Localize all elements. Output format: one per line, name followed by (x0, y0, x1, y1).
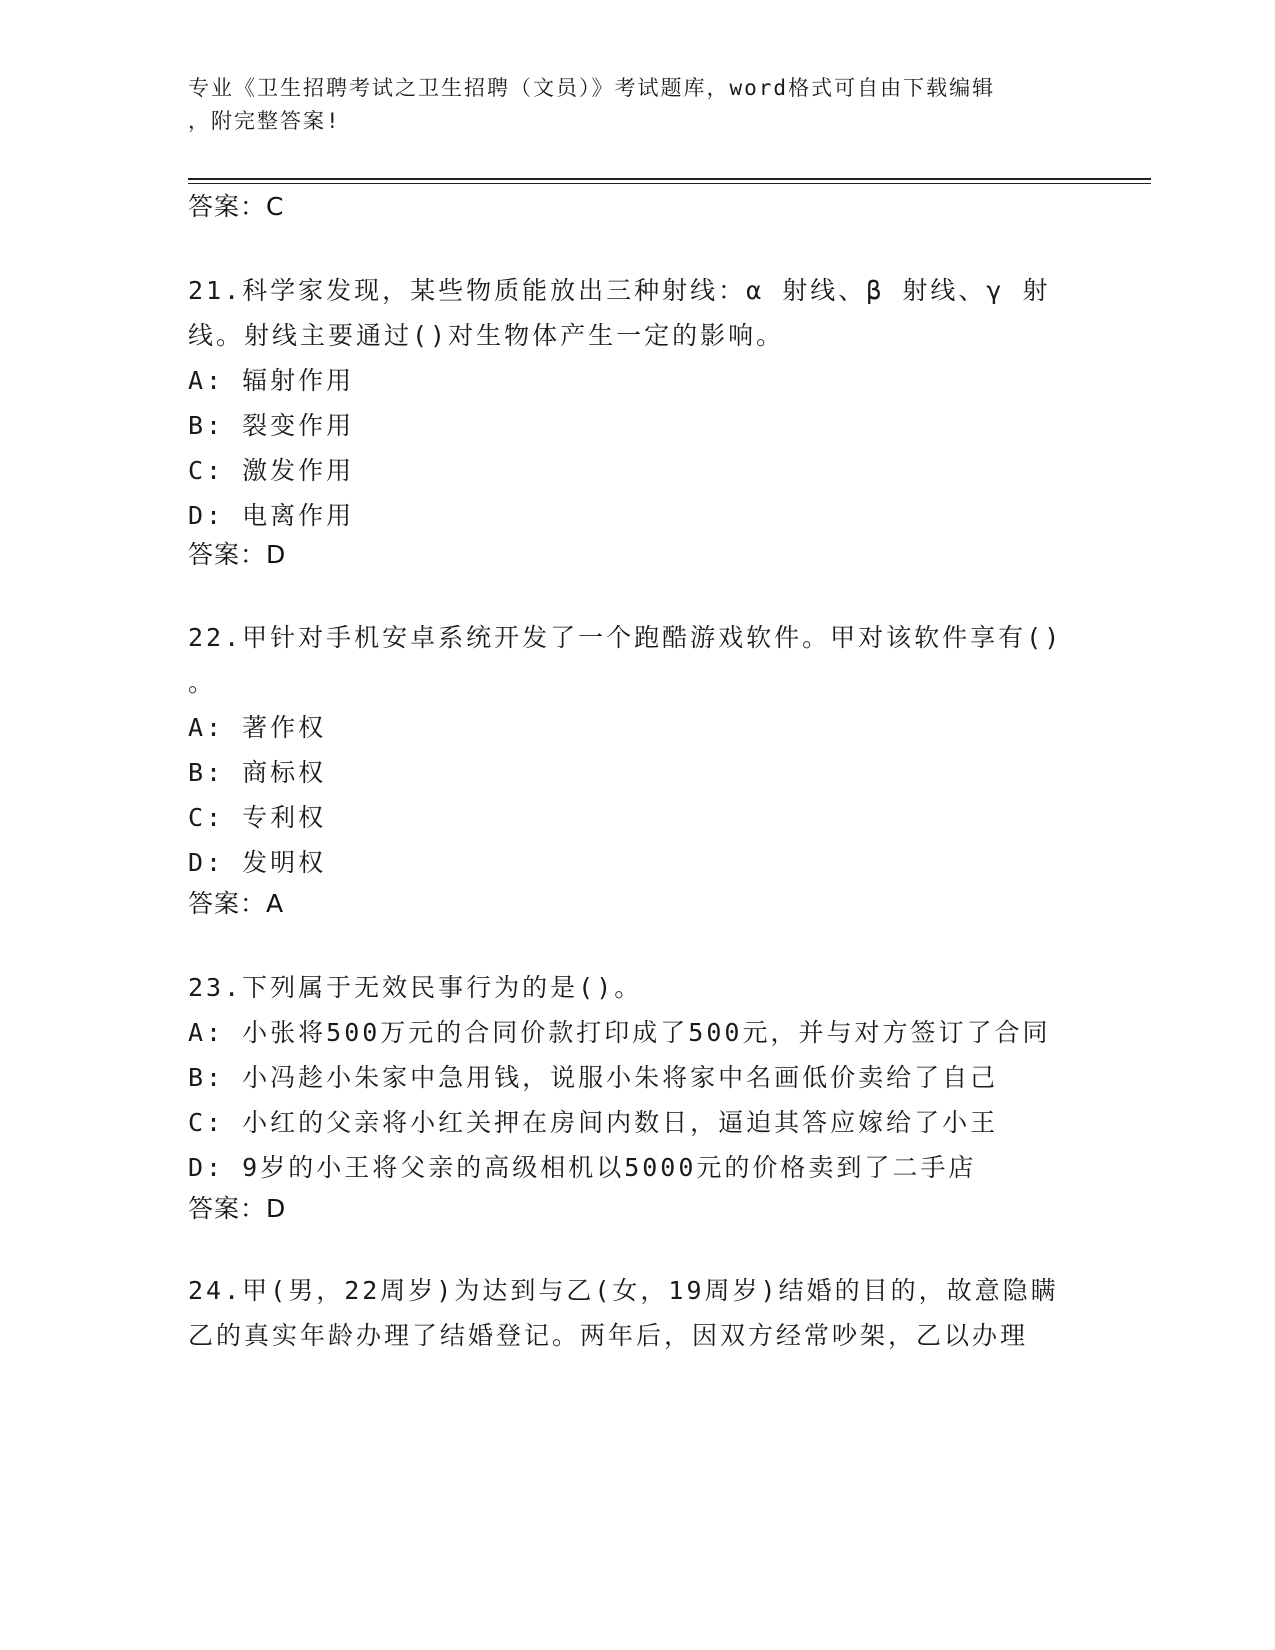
question-stem-line: 24.甲(男，22周岁)为达到与乙(女，19周岁)结婚的目的，故意隐瞒 (188, 1276, 1059, 1305)
option-a: A: 辐射作用 (188, 366, 355, 395)
option-d: D: 电离作用 (188, 501, 355, 530)
question-stem-line: 。 (188, 668, 217, 697)
header-rule-thick (188, 178, 1151, 180)
header-rule-thin (188, 183, 1151, 184)
option-a: A: 著作权 (188, 713, 327, 742)
option-c: C: 激发作用 (188, 456, 355, 485)
page-header (188, 72, 1068, 138)
question-stem-line: 线。射线主要通过()对生物体产生一定的影响。 (188, 321, 785, 350)
previous-answer: 答案：C (188, 192, 285, 221)
option-c: C: 专利权 (188, 803, 327, 832)
option-c: C: 小红的父亲将小红关押在房间内数日，逼迫其答应嫁给了小王 (188, 1108, 999, 1137)
question-stem-line: 22.甲针对手机安卓系统开发了一个跑酷游戏软件。甲对该软件享有() (188, 623, 1063, 652)
option-d: D: 9岁的小王将父亲的高级相机以5000元的价格卖到了二手店 (188, 1153, 977, 1182)
option-b: B: 裂变作用 (188, 411, 355, 440)
question-stem-line: 23.下列属于无效民事行为的是()。 (188, 973, 643, 1002)
question-23 (188, 965, 1088, 1190)
question-22 (188, 615, 1088, 885)
question-24 (188, 1268, 1088, 1358)
option-a: A: 小张将500万元的合同价款打印成了500元，并与对方签订了合同 (188, 1018, 1051, 1047)
answer-23: 答案：D (188, 1194, 287, 1223)
option-b: B: 小冯趁小朱家中急用钱，说服小朱将家中名画低价卖给了自己 (188, 1063, 999, 1092)
option-d: D: 发明权 (188, 848, 327, 877)
question-stem-line: 21.科学家发现，某些物质能放出三种射线：α 射线、β 射线、γ 射 (188, 276, 1051, 305)
option-b: B: 商标权 (188, 758, 327, 787)
question-21 (188, 268, 1088, 538)
answer-21: 答案：D (188, 540, 287, 569)
question-stem-line: 乙的真实年龄办理了结婚登记。两年后，因双方经常吵架，乙以办理 (188, 1321, 1029, 1350)
header-line-2: ，附完整答案! (188, 109, 341, 133)
header-line-1: 专业《卫生招聘考试之卫生招聘（文员）》考试题库，word格式可自由下载编辑 (188, 76, 996, 100)
answer-22: 答案：A (188, 889, 285, 918)
